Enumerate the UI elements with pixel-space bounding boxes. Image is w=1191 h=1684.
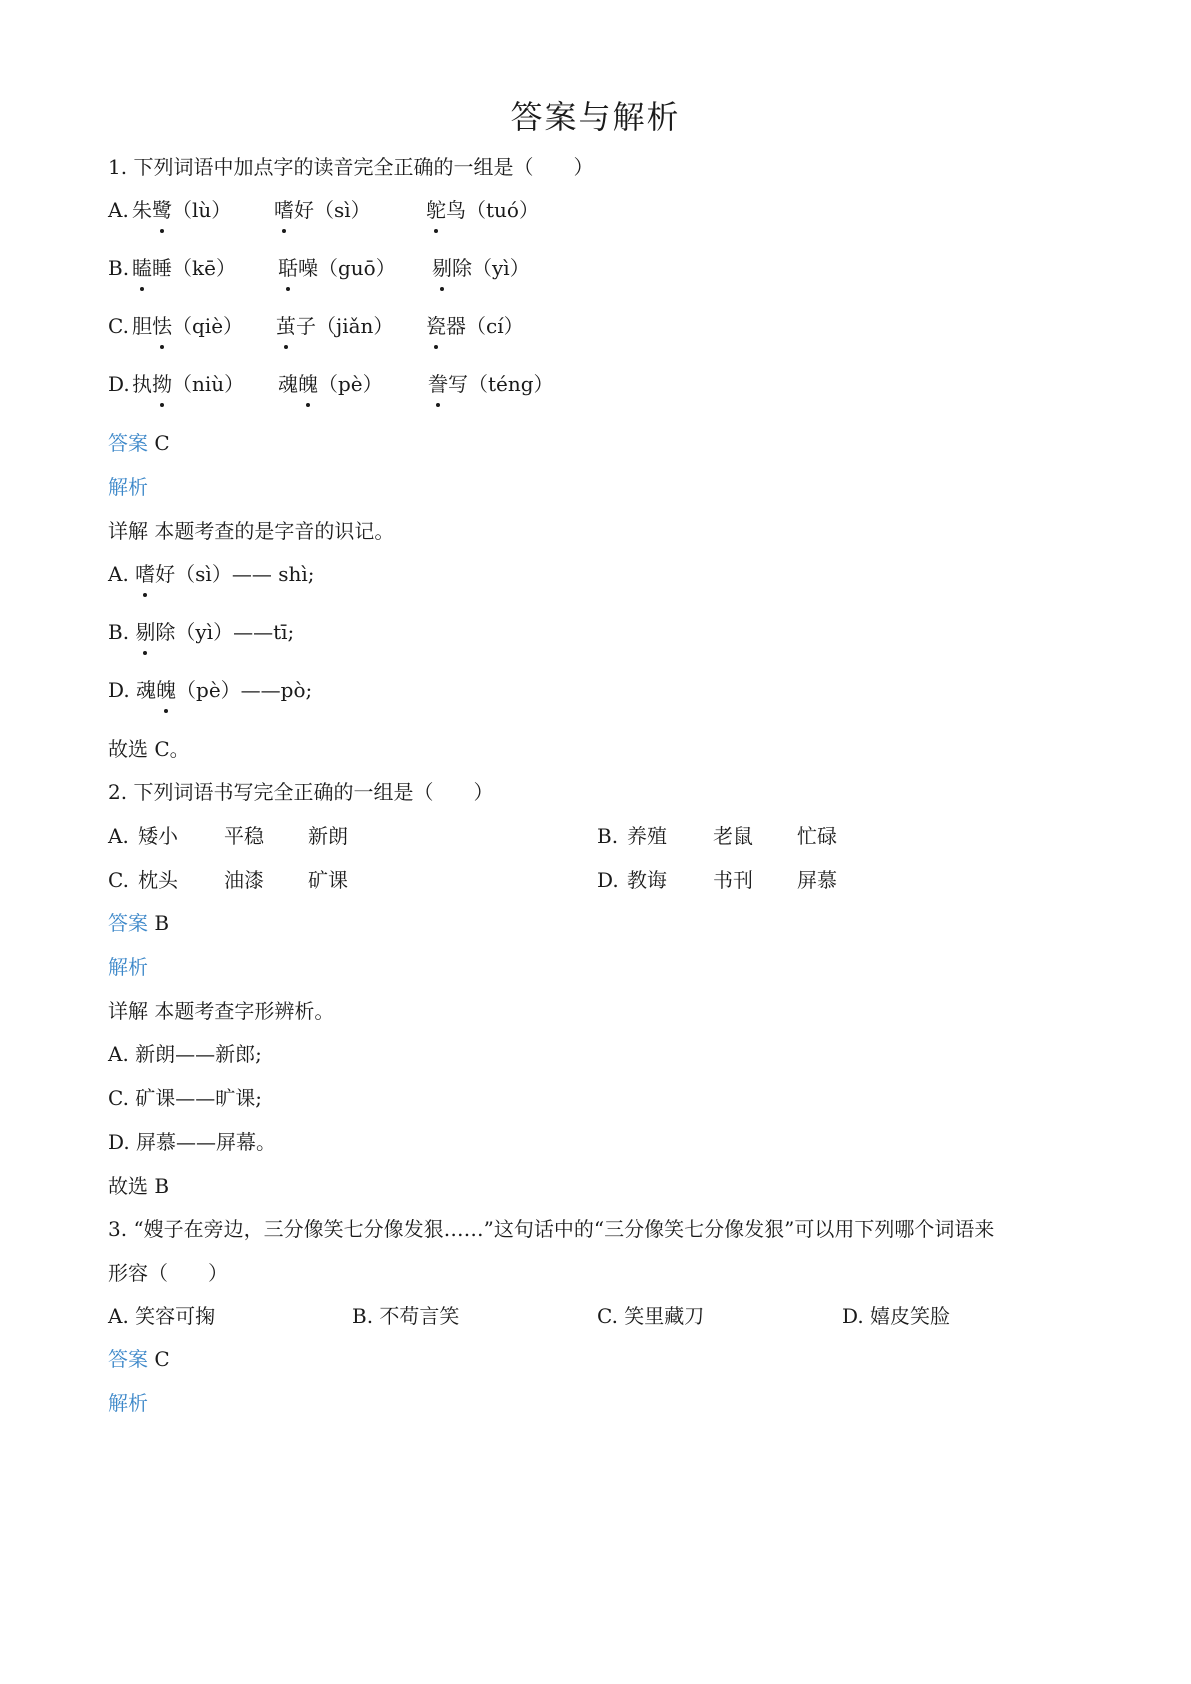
q1-d-item-2: 魂魄（pè） bbox=[278, 372, 383, 396]
q1-option-c: C. 胆怯（qiè） 茧子（jiǎn） 瓷器（cí） bbox=[108, 314, 524, 338]
q1-c-item-2: 茧子（jiǎn） bbox=[276, 314, 394, 338]
q2-option-c: C. 枕头 油漆 矿课 bbox=[108, 868, 348, 892]
q1-a-item-2: 嗜好（sì） bbox=[274, 198, 371, 222]
q1-answer bbox=[108, 429, 170, 457]
q1-option-a: A. 朱鹭（lù） 嗜好（sì） 鸵鸟（tuó） bbox=[108, 198, 539, 222]
q1-d-item-1: 执拗（niù） bbox=[132, 372, 245, 396]
answer-value: C bbox=[154, 1347, 170, 1371]
q1-conclusion: 故选 C。 bbox=[108, 737, 190, 761]
answer-label: 答案 bbox=[108, 1347, 148, 1371]
q1-b-item-2: 聒噪（guō） bbox=[278, 256, 396, 280]
q1-option-d: D. 执拗（niù） 魂魄（pè） 誊写（téng） bbox=[108, 372, 554, 396]
q1-a-item-3: 鸵鸟（tuó） bbox=[426, 198, 539, 222]
q2-option-b: B. 养殖 老鼠 忙碌 bbox=[597, 824, 837, 848]
q3-stem-line-2: 形容（ ） bbox=[108, 1261, 228, 1285]
q3-option-b: B. 不苟言笑 bbox=[352, 1304, 460, 1328]
q1-b-item-3: 剔除（yì） bbox=[432, 256, 530, 280]
page-title: 答案与解析 bbox=[510, 98, 681, 136]
q1-c-item-3: 瓷器（cí） bbox=[426, 314, 524, 338]
answer-label: 答案 bbox=[108, 911, 148, 935]
q2-option-a: A. 矮小 平稳 新朗 bbox=[108, 824, 348, 848]
q1-correction-d: D. 魂魄（pè）——pò; bbox=[108, 678, 313, 702]
q2-option-d: D. 教诲 书刊 屏慕 bbox=[597, 868, 837, 892]
q1-option-b: B. 瞌睡（kē） 聒噪（guō） 剔除（yì） bbox=[108, 256, 530, 280]
q2-stem: 2. 下列词语书写完全正确的一组是（ ） bbox=[108, 780, 494, 804]
q2-conclusion: 故选 B bbox=[108, 1174, 170, 1198]
q3-option-a: A. 笑容可掬 bbox=[108, 1304, 216, 1328]
q3-analysis-label: 解析 bbox=[108, 1391, 148, 1415]
answer-value: B bbox=[154, 911, 170, 935]
q3-option-c: C. 笑里藏刀 bbox=[597, 1304, 705, 1328]
q3-option-d: D. 嬉皮笑脸 bbox=[842, 1304, 951, 1328]
q1-correction-b: B. 剔除（yì）——tī; bbox=[108, 620, 295, 644]
q1-analysis-label: 解析 bbox=[108, 475, 148, 499]
answer-value: C bbox=[154, 431, 170, 455]
q3-stem-line-1: 3. “嫂子在旁边，三分像笑七分像发狠……”这句话中的“三分像笑七分像发狠”可以用下列哪个词语来 bbox=[108, 1217, 995, 1241]
answer-label: 答案 bbox=[108, 431, 148, 455]
q2-correction-a: A. 新朗——新郎; bbox=[108, 1042, 262, 1066]
q1-b-item-1: 瞌睡（kē） bbox=[132, 256, 236, 280]
q2-correction-d: D. 屏慕——屏幕。 bbox=[108, 1130, 277, 1154]
q2-answer bbox=[108, 909, 169, 937]
q1-correction-a: A. 嗜好（sì）—— shì; bbox=[108, 562, 315, 586]
q2-detail: 详解 本题考查字形辨析。 bbox=[108, 999, 335, 1023]
q3-answer bbox=[108, 1345, 170, 1373]
q1-c-item-1: 胆怯（qiè） bbox=[132, 314, 244, 338]
q1-a-item-1: 朱鹭（lù） bbox=[132, 198, 232, 222]
q1-stem: 1. 下列词语中加点字的读音完全正确的一组是（ ） bbox=[108, 155, 594, 179]
q1-detail: 详解 本题考查的是字音的识记。 bbox=[108, 519, 395, 543]
q2-analysis-label: 解析 bbox=[108, 955, 148, 979]
q2-correction-c: C. 矿课——旷课; bbox=[108, 1086, 263, 1110]
q1-d-item-3: 誊写（téng） bbox=[428, 372, 554, 396]
